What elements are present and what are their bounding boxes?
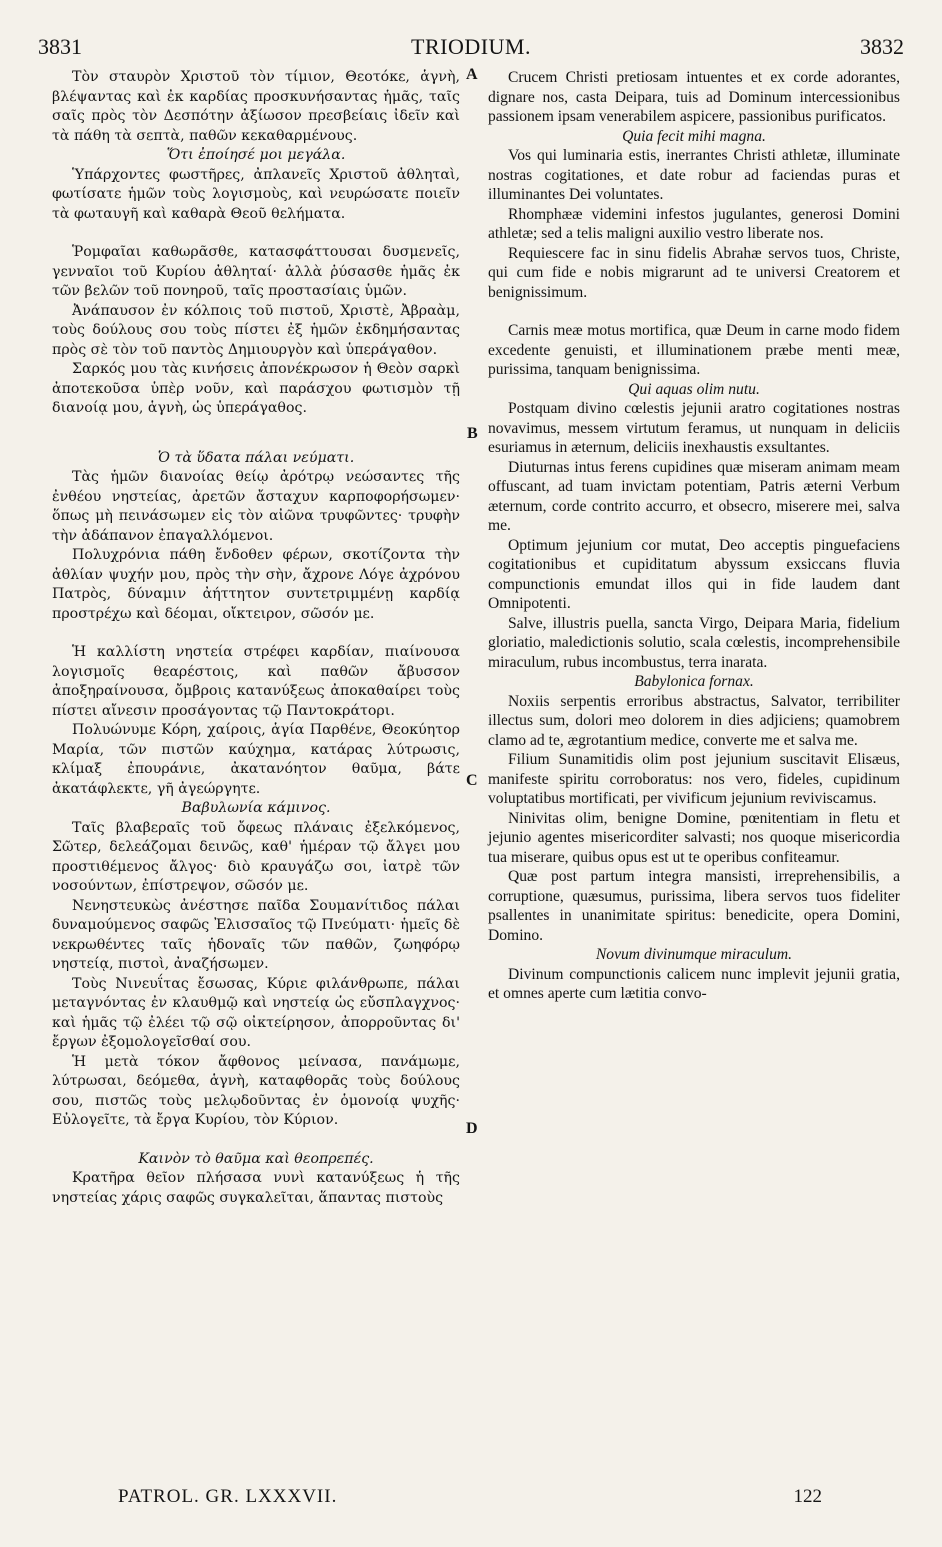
greek-paragraph: Πολυχρόνια πάθη ἔνδοθεν φέρων, σκοτίζοντα τὴν ἀθλίαν ψυχήν μου, πρὸς τὴν σὴν, ἄχρονε Λόγε ἀχρόνου Πατρὸς, δύναμιν ἀήττητον συντετριμμένῃ καρδίᾳ προστρέχω καὶ δέομαι, οἴκτειρον, σῶσόν με. [52,547,460,622]
latin-paragraph: Salve, illustris puella, sancta Virgo, Deipara Maria, fidelium gloriatio, maledictionis solutio, scala cœlestis, incomprehensibile miraculum, rubus incombustus, terra inarata. [488,614,900,671]
greek-paragraph: Πολυώνυμε Κόρη, χαίροις, ἁγία Παρθένε, Θεοκύητορ Μαρία, τῶν πιστῶν καύχημα, κατάρας λύτρωσις, κλίμαξ ἐπουράνιε, ἀκατανόητον θαῦμα, βάτε ἀκατάφλεκτε, γῆ ἀγεώργητε. [52,722,460,797]
greek-heading: Ὅτι ἐποίησέ μοι μεγάλα. [166,147,346,163]
latin-paragraph: Filium Sunamitidis olim post jejunium suscitavit Elisæus, manifeste spiritu corroboratus: nos vero, fideles, cupidinum voluptatibus mortificati, per vivificum jejunium reviviscamus. [488,751,900,807]
greek-paragraph: Τὸν σταυρὸν Χριστοῦ τὸν τίμιον, Θεοτόκε, ἁγνὴ, βλέψαντας καὶ ἐκ καρδίας προσκυνήσαντας ἡμᾶς, ταῖς σαῖς πρὸς τὸν Δεσπότην ἀξίωσον πρεσβείαις ἰδεῖν καὶ τὰ πάθη τὰ σεπτὰ, παθῶν κεκαθαρμένους. [52,69,460,144]
latin-paragraph: Optimum jejunium cor mutat, Deo acceptis pinguefaciens cogitationibus et cupiditatum abyssum exsiccans fluvia compunctionis emundat illos qui in fide laudem dant Omnipotenti. [488,536,900,612]
latin-paragraph: Diuturnas intus ferens cupidines quæ miseram animam meam offuscant, ad tuam invictam potentiam, Patris æterni Verbum æternum, corde contrito accurro, et obsecro, miserere mei, salva me. [488,458,900,534]
greek-column [52,68,460,1208]
page-footer [118,1486,822,1512]
section-marker-d: D [466,1120,478,1137]
page-title: TRIODIUM. [411,34,531,59]
greek-paragraph: Τοὺς Νινευΐτας ἔσωσας, Κύριε φιλάνθρωπε, πάλαι μεταγνόντας ἐν κλαυθμῷ καὶ νηστείᾳ ὡς εὔσπλαγχνος· καὶ ἡμᾶς τῷ ἐλέει τῷ σῷ οἰκτείρησον, ἀπορροῦντας δι' ἔργων ἐξομολογεῖσθαί σου. [52,975,460,1050]
footer-folio: 122 [793,1486,822,1507]
greek-heading: Ὁ τὰ ὕδατα πάλαι νεύματι. [157,449,355,466]
greek-paragraph: Ἡ καλλίστη νηστεία στρέφει καρδίαν, πιαίνουσα λογισμοῖς θεαρέστοις, καὶ παθῶν ἄβυσσον ἀποξηραίνουσα, ὄμβροις κατανύξεως ἀποκαθαίρει τοὺς πίστει αἴνεσιν προσάγοντας τῷ Παντοκράτορι. [52,644,460,719]
latin-paragraph: Postquam divino cœlestis jejunii aratro cogitationes nostras novavimus, messem virtutum feramus, ut nunquam in deliciis esuriamus in æternum, deliciis inexhaustis exsultantes. [488,400,900,456]
page-number-right: 3832 [860,34,904,59]
latin-heading: Qui aquas olim nutu. [628,380,760,398]
latin-heading: Novum divinumque miraculum. [595,946,793,963]
latin-paragraph: Carnis meæ motus mortifica, quæ Deum in carne modo fidem excedente genuisti, et illuminationem præbe menti meæ, purissima, tanquam benignissima. [488,322,900,378]
latin-paragraph: Vos qui luminaria estis, inerrantes Christi athletæ, illuminate nostras cogitationes, et date robur ad faciendas puras et illuminantes Dei voluntates. [488,147,900,203]
latin-paragraph: Ninivitas olim, benigne Domine, pœnitentiam in fletu et jejunio agentes misericorditer salvasti; nos quoque misericordia tua miserare, quibus opus est ut te operibus confiteamur. [488,809,900,866]
greek-paragraph: Σαρκός μου τὰς κινήσεις ἀπονέκρωσον ἡ Θεὸν σαρκὶ ἀποτεκοῦσα ὑπὲρ νοῦν, καὶ παράσχου φωτισμὸν τῇ διανοίᾳ μου, ἁγνὴ, ὡς ὑπεράγαθος. [52,361,460,416]
latin-paragraph: Noxiis serpentis erroribus abstractus, Salvator, terribiliter illectus sum, dolori meo dolorem in dies adjiciens; quamobrem clamo ad te, ægrotantium medice, converte me et salva me. [488,692,900,749]
greek-paragraph: Ἡ μετὰ τόκον ἄφθονος μείνασα, πανάμωμε, λύτρωσαι, δεόμεθα, ἁγνὴ, καταφθορᾶς τοὺς δούλους σου, πιστῶς τοὺς μελῳδοῦντας ἐν ὁμονοίᾳ ψυχῆς· Εὐλογεῖτε, τὰ ἔργα Κυρίου, τὸν Κύριον. [52,1053,460,1128]
section-marker-b: B [467,425,478,442]
latin-column [488,68,900,1004]
latin-paragraph: Crucem Christi pretiosam intuentes et ex corde adorantes, dignare nos, casta Deipara, tuis ad Dominum intercessionibus passionem ipsam venerabilem aspicere, passionibus purificatos. [488,69,900,125]
greek-paragraph: Ὑπάρχοντες φωστῆρες, ἀπλανεῖς Χριστοῦ ἀθληταὶ, φωτίσατε ἡμῶν τοὺς λογισμοὺς, καὶ νευρώσατε ποιεῖν τὰ φωταυγῆ καὶ καθαρὰ Θεοῦ θελήματα. [52,166,460,222]
section-marker-a: A [466,66,478,83]
section-marker-c: C [466,772,478,789]
greek-paragraph: Ἀνάπαυσον ἐν κόλποις τοῦ πιστοῦ, Χριστὲ, Ἀβραὰμ, τοὺς δούλους σου τοὺς πίστει ἐξ ἡμῶν ἐκδημήσαντας πρὸς σὲ τὸν τοῦ παντὸς Δημιουργὸν καὶ ὑπεράγαθον. [52,302,460,358]
latin-paragraph: Divinum compunctionis calicem nunc implevit jejunii gratia, et omnes aperte cum lætitia convo- [488,965,900,1002]
greek-paragraph: Ταῖς βλαβεραῖς τοῦ ὄφεως πλάναις ἐξελκόμενος, Σῶτερ, δελεάζομαι δεινῶς, καθ' ἡμέραν τῷ ἄλγει μου προστιθέμενος ἄλγος· διὸ κραυγάζω σοι, ἰατρὲ τῶν νοσούντων, ἐπίστρεψον, σῶσόν με. [52,819,460,894]
greek-paragraph: Τὰς ἡμῶν διανοίας θείῳ ἀρότρῳ νεώσαντες τῆς ἐνθέου νηστείας, ἀρετῶν ἄσταχυν καρποφορήσωμεν· ὅπως μὴ πεινάσωμεν εἰς τὸν αἰῶνα τρυφῶντες· τρυφὴν τὴν ἀδάπανον ἐπαγαλλόμενοι. [52,469,460,544]
page-number-left: 3831 [38,34,82,59]
latin-paragraph: Requiescere fac in sinu fidelis Abrahæ servos tuos, Christe, qui cum fide e nobis migrarunt ad te universi Creatorem et benignissimum. [488,244,900,301]
footer-series: PATROL. GR. LXXXVII. [118,1486,338,1507]
latin-heading: Babylonica fornax. [634,673,754,690]
running-header [38,34,904,62]
greek-paragraph: Νενηστευκὼς ἀνέστησε παῖδα Σουμανίτιδος πάλαι δυναμούμενος σαφῶς Ἐλισσαῖος τῷ Πνεύματι· ἡμεῖς δὲ νεκρωθέντες ταῖς ἡδοναῖς τῶν παθῶν, ζωηφόρῳ νηστείᾳ, πιστοὶ, ἀναζήσωμεν. [52,897,460,972]
greek-heading: Καινὸν τὸ θαῦμα καὶ θεοπρεπές. [138,1150,374,1167]
greek-paragraph: Ῥομφαῖαι καθωρᾶσθε, κατασφάττουσαι δυσμενεῖς, γενναῖοι τοῦ Κυρίου ἀθληταί· ἀλλὰ ῥύσασθε ἡμᾶς ἐκ τῶν βελῶν τοῦ πονηροῦ, ταῖς προστασίαις ὑμῶν. [52,244,460,299]
latin-paragraph: Quæ post partum integra mansisti, irreprehensibilis, a corruptione, quæsumus, purissima, libera servos tuos fideliter psallentes in unanimitate spiritus: benedicite, opera Domini, Domino. [488,868,900,944]
greek-paragraph: Κρατῆρα θεῖον πλήσασα νυνὶ κατανύξεως ἡ τῆς νηστείας χάρις σαφῶς συγκαλεῖται, ἅπαντας πιστοὺς [52,1170,460,1206]
latin-paragraph: Rhomphææ videmini infestos jugulantes, generosi Domini athletæ; sed a telis maligni auxilio vestro liberate nos. [488,205,900,242]
latin-heading: Quia fecit mihi magna. [622,127,766,145]
greek-heading: Βαβυλωνία κάμινος. [181,800,331,816]
